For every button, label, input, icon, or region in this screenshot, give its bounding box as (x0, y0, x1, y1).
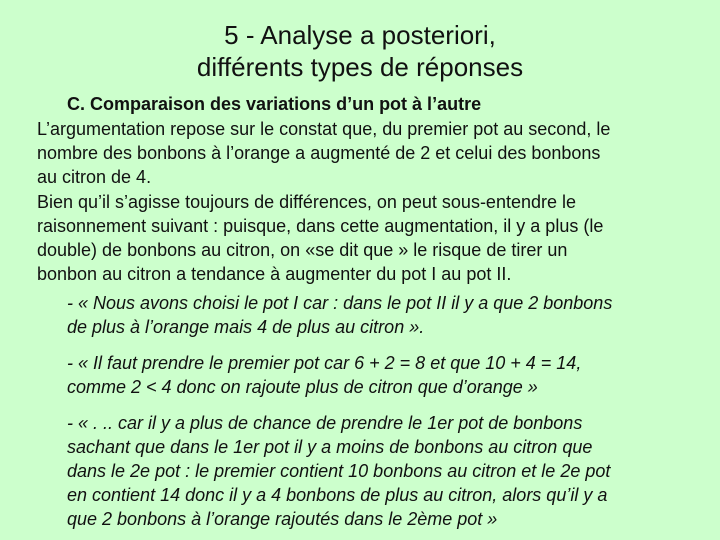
paragraph-line: au citron de 4. (37, 167, 152, 188)
quote-line: - « . .. car il y a plus de chance de prendre le 1er pot de bonbons (67, 413, 583, 433)
student-quote-1 (67, 291, 707, 339)
body-paragraph (37, 117, 697, 286)
paragraph-line: raisonnement suivant : puisque, dans cette augmentation, il y a plus (le (37, 215, 604, 236)
quote-line: de plus à l’orange mais 4 de plus au citron ». (67, 317, 425, 337)
paragraph-line: Bien qu’il s’agisse toujours de différences, on peut sous-entendre le (37, 191, 577, 212)
paragraph-line: double) de bonbons au citron, on «se dit que » le risque de tirer un (37, 240, 568, 261)
quote-line: en contient 14 donc il y a 4 bonbons de plus au citron, alors qu’il y a (67, 485, 608, 505)
section-subheading: C. Comparaison des variations d’un pot à l’autre (67, 94, 482, 114)
quote-line: que 2 bonbons à l’orange rajoutés dans le 2ème pot » (67, 509, 498, 529)
paragraph-line: nombre des bonbons à l’orange a augmenté de 2 et celui des bonbons (37, 143, 601, 164)
paragraph-line: L’argumentation repose sur le constat que, du premier pot au second, le (37, 119, 611, 139)
student-quote-2 (67, 351, 707, 399)
student-quote-3 (67, 411, 707, 531)
slide-title-line: 5 - Analyse a posteriori, (224, 20, 496, 50)
paragraph-line: bonbon au citron a tendance à augmenter du pot I au pot II. (37, 264, 512, 285)
quote-line: dans le 2e pot : le premier contient 10 bonbons au citron et le 2e pot (67, 461, 611, 481)
slide-title (0, 19, 720, 83)
quote-line: comme 2 < 4 donc on rajoute plus de citron que d’orange » (67, 377, 538, 397)
quote-line: sachant que dans le 1er pot il y a moins de bonbons au citron que (67, 437, 593, 457)
slide-title-line: différents types de réponses (196, 52, 524, 82)
quote-line: - « Il faut prendre le premier pot car 6 + 2 = 8 et que 10 + 4 = 14, (67, 353, 582, 373)
quote-line: - « Nous avons choisi le pot I car : dans le pot II il y a que 2 bonbons (67, 293, 613, 313)
